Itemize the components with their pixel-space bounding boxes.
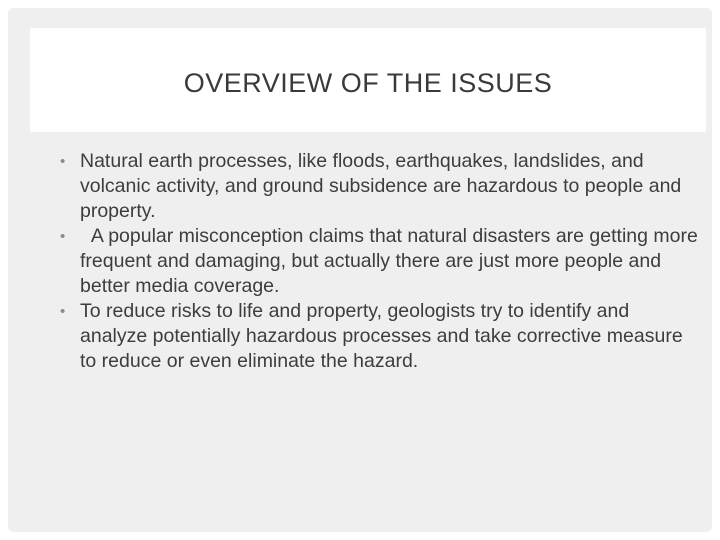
- bullet-text: A popular misconception claims that natural disasters are getting more frequent and damaging, but actually there are just more people and better media coverage.: [80, 225, 704, 297]
- bullet-marker: •: [60, 303, 66, 320]
- bullet-list: [60, 149, 704, 374]
- bullet-text: Natural earth processes, like floods, earthquakes, landslides, and volcanic activity, and ground subsidence are hazardous to people and property.: [80, 150, 682, 222]
- title-box: [30, 28, 706, 132]
- slide-panel: [8, 8, 712, 532]
- bullet-item-reduce-risks: [60, 299, 700, 374]
- slide-title: OVERVIEW OF THE ISSUES: [183, 67, 553, 98]
- bullet-item-natural-processes: [60, 149, 700, 224]
- bullet-marker: •: [60, 228, 66, 245]
- bullet-marker: •: [60, 153, 66, 170]
- bullet-text: To reduce risks to life and property, geologists try to identify and analyze potentially hazardous processes and take corrective measure to reduce or even eliminate the hazard.: [80, 300, 683, 372]
- bullet-item-misconception: [60, 224, 704, 299]
